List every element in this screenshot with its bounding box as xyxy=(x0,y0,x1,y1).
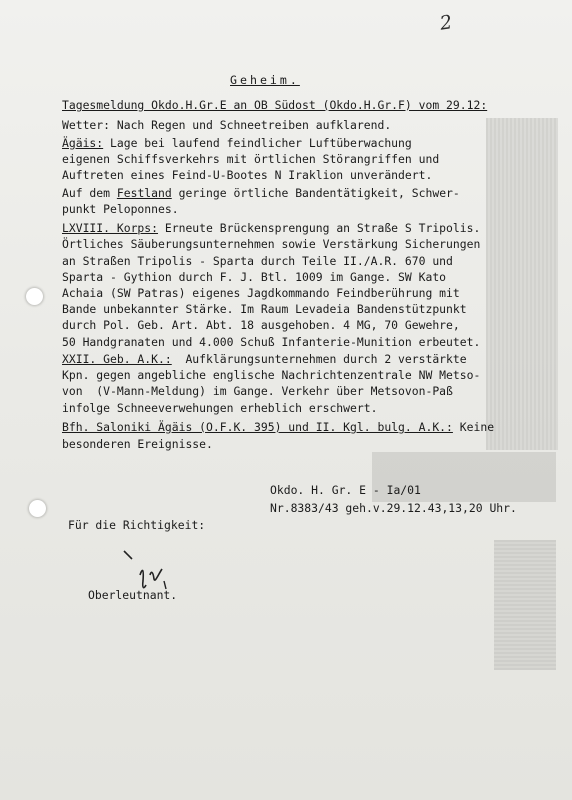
text-line: Achaia (SW Patras) eigenes Jagdkommando Feindberührung mit xyxy=(62,286,460,300)
text-line: von (V-Mann-Meldung) im Gange. Verkehr über Metsovon-Paß xyxy=(62,384,453,398)
section-label-festland: Festland xyxy=(116,186,172,200)
text-line: infolge Schneeverwehungen erheblich erschwert. xyxy=(62,401,378,415)
text-line: durch Pol. Geb. Art. Abt. 18 ausgehoben. 4 MG, 70 Gewehre, xyxy=(62,318,460,332)
text-line: besonderen Ereignisse. xyxy=(62,437,213,451)
signer-rank: Oberleutnant. xyxy=(88,588,178,602)
text: Erneute Brückensprengung an Straße S Tripolis. xyxy=(158,221,481,235)
text-line: Sparta - Gythion durch F. J. Btl. 1009 im Gange. SW Kato xyxy=(62,270,447,284)
reference-line: Nr.8383/43 geh.v.29.12.43,13,20 Uhr. xyxy=(270,501,517,515)
text-line: 50 Handgranaten und 4.000 Schuß Infanterie-Munition erbeutet. xyxy=(62,335,481,349)
report-subject: Tagesmeldung Okdo.H.Gr.E an OB Südost (Okdo.H.Gr.F) vom 29.12: xyxy=(62,98,488,112)
punch-hole xyxy=(26,288,43,305)
text-line: Auftreten eines Feind-U-Bootes N Iraklion unverändert. xyxy=(62,168,433,182)
text-line: Örtliches Säuberungsunternehmen sowie Verstärkung Sicherungen xyxy=(62,237,481,251)
text: Lage bei laufend feindlicher Luftüberwachung xyxy=(103,136,412,150)
text-line: Kpn. gegen angebliche englische Nachrichtenzentrale NW Metso- xyxy=(62,368,481,382)
text-line: Bande unbekannter Stärke. Im Raum Levadeia Bandenstützpunkt xyxy=(62,302,467,316)
text: geringe örtliche Bandentätigkeit, Schwer- xyxy=(171,186,460,200)
aegaeis-line xyxy=(62,136,412,151)
section-label-lxviii: LXVIII. Korps: xyxy=(62,221,159,235)
text-line: eigenen Schiffsverkehrs mit örtlichen Störangriffen und xyxy=(62,152,440,166)
handwritten-page-number: 2 xyxy=(438,11,454,35)
befh-line xyxy=(62,420,494,435)
text-line: an Straßen Tripolis - Sparta durch Teile II./A.R. 670 und xyxy=(62,254,453,268)
section-label-xxii: XXII. Geb. A.K.: xyxy=(62,352,172,366)
classification-heading: Geheim. xyxy=(230,73,300,87)
text: Aufklärungsunternehmen durch 2 verstärkte xyxy=(171,352,467,366)
xxii-line xyxy=(62,352,467,367)
text: Auf dem xyxy=(62,186,117,200)
section-label-befh: Bfh. Saloniki Ägäis (O.F.K. 395) und II. Kgl. bulg. A.K.: xyxy=(62,420,453,434)
scan-shadow xyxy=(486,118,558,450)
lxviii-line xyxy=(62,221,480,236)
sender-line: Okdo. H. Gr. E - Ia/01 xyxy=(270,483,421,497)
text: Keine xyxy=(452,420,495,434)
certification-label: Für die Richtigkeit: xyxy=(68,518,206,532)
section-label-aegaeis: Ägäis: xyxy=(62,136,104,150)
scan-shadow xyxy=(494,540,556,670)
festland-line xyxy=(62,186,460,201)
punch-hole xyxy=(29,500,46,517)
text-line: punkt Peloponnes. xyxy=(62,202,179,216)
weather-line: Wetter: Nach Regen und Schneetreiben aufklarend. xyxy=(62,118,392,132)
